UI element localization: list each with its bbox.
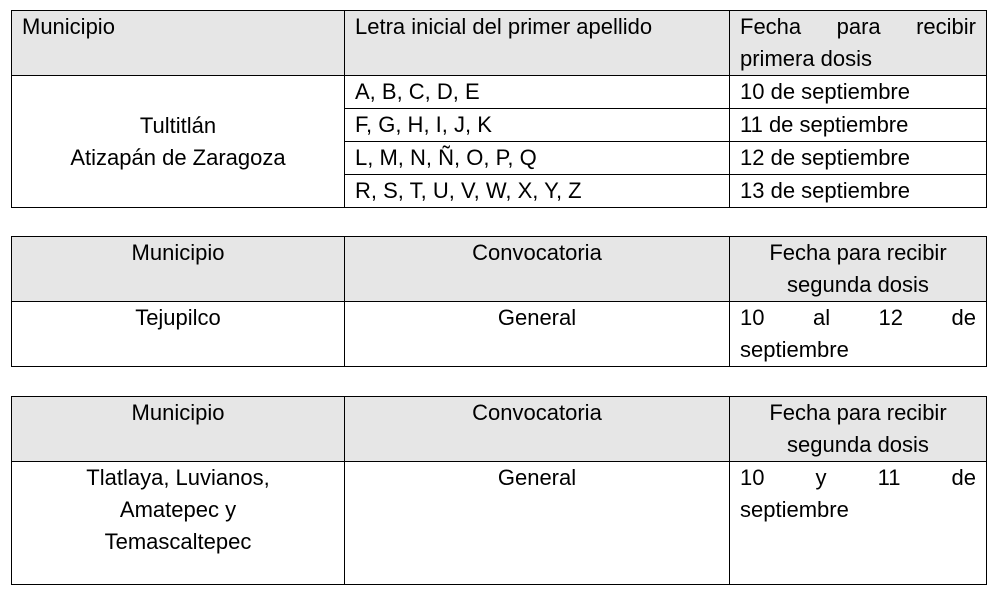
date-cell: 10 al 12 de septiembre: [730, 302, 987, 367]
header-municipio: Municipio: [12, 237, 345, 302]
table-header-row: [12, 11, 987, 76]
letters-cell: R, S, T, U, V, W, X, Y, Z: [345, 175, 730, 208]
header-fecha-segunda-dosis: Fecha para recibir segunda dosis: [730, 237, 987, 302]
date-cell: 12 de septiembre: [730, 142, 987, 175]
header-convocatoria: Convocatoria: [345, 397, 730, 462]
municipio-cell: [12, 76, 345, 208]
date-cell: 11 de septiembre: [730, 109, 987, 142]
header-fecha-line2: primera dosis: [740, 46, 873, 71]
second-dose-tejupilco-table: [11, 236, 987, 367]
convocatoria-cell: General: [345, 462, 730, 585]
date-cell: 10 y 11 de septiembre: [730, 462, 987, 585]
header-letra-inicial: Letra inicial del primer apellido: [345, 11, 730, 76]
table-row: [12, 462, 987, 585]
date-cell: 10 de septiembre: [730, 76, 987, 109]
second-dose-tlatlaya-table: [11, 396, 987, 585]
header-fecha-primera-dosis: [730, 11, 987, 76]
letters-cell: F, G, H, I, J, K: [345, 109, 730, 142]
header-fecha-line1: Fecha para recibir: [740, 14, 976, 39]
convocatoria-cell: General: [345, 302, 730, 367]
table-row: [12, 302, 987, 367]
table-row: [12, 76, 987, 109]
header-fecha-segunda-dosis: Fecha para recibir segunda dosis: [730, 397, 987, 462]
table-header-row: [12, 237, 987, 302]
municipio-name: Atizapán de Zaragoza: [70, 144, 286, 170]
header-municipio: Municipio: [12, 397, 345, 462]
header-convocatoria: Convocatoria: [345, 237, 730, 302]
header-municipio: Municipio: [12, 11, 345, 76]
table-header-row: [12, 397, 987, 462]
municipio-cell: Tlatlaya, Luvianos, Amatepec y Temascaltepec: [12, 462, 345, 585]
letters-cell: L, M, N, Ñ, O, P, Q: [345, 142, 730, 175]
municipio-name: Tultitlán: [139, 112, 217, 138]
date-cell: 13 de septiembre: [730, 175, 987, 208]
letters-cell: A, B, C, D, E: [345, 76, 730, 109]
municipio-cell: Tejupilco: [12, 302, 345, 367]
first-dose-schedule-table: [11, 10, 987, 208]
